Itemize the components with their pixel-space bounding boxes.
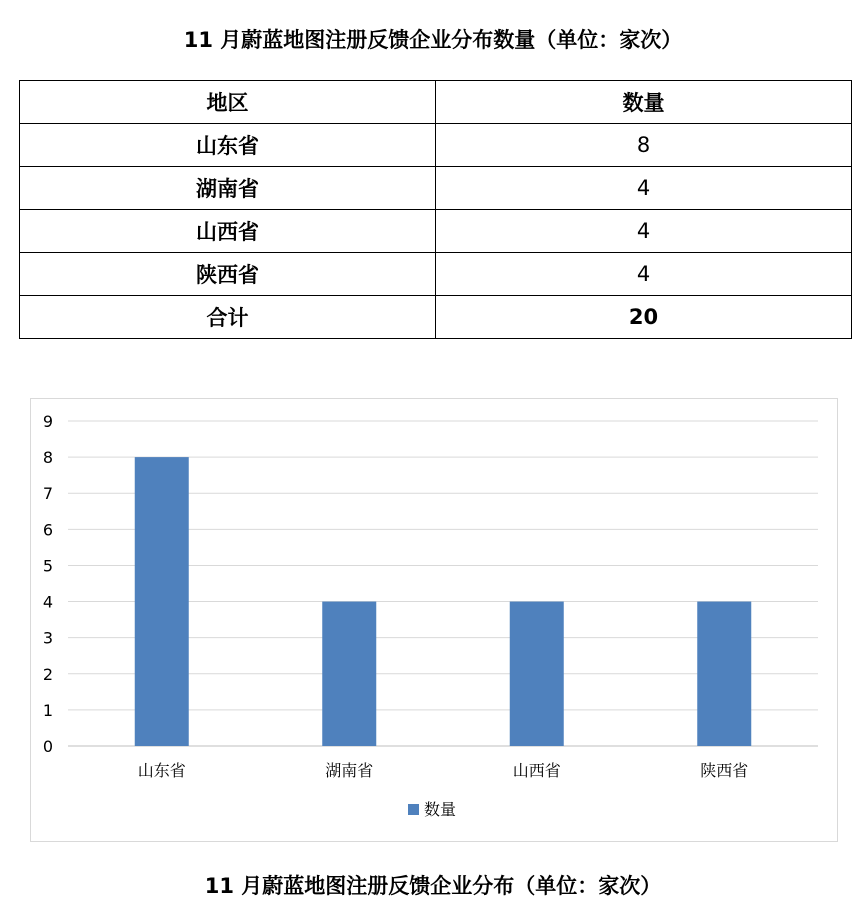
chart-caption: 11 月蔚蓝地图注册反馈企业分布（单位：家次） [204,874,662,898]
table-row [20,124,852,167]
bar [135,457,189,746]
table-row [20,210,852,253]
table-header-row [20,81,852,124]
cell-count: 8 [436,124,852,167]
y-tick-label: 0 [42,737,53,756]
cell-region: 山西省 [20,210,436,253]
cell-region: 湖南省 [20,167,436,210]
y-tick-label: 9 [42,412,53,431]
y-tick-label: 2 [42,664,53,684]
y-tick-label: 1 [42,700,53,720]
table-title: 11 月蔚蓝地图注册反馈企业分布数量（单位：家次） [183,28,683,52]
y-tick-label: 3 [42,628,53,648]
header-count: 数量 [436,81,852,124]
x-category-label: 山西省 [512,761,561,780]
x-category-label: 陕西省 [700,761,749,780]
y-tick-label: 8 [42,448,53,468]
x-category-label: 山东省 [137,761,186,780]
y-tick-label: 6 [42,520,53,540]
y-tick-label: 4 [42,592,53,612]
cell-region: 陕西省 [20,253,436,296]
y-tick-label: 7 [42,484,53,504]
total-label: 合计 [20,296,436,339]
bar [697,602,751,746]
table-row [20,167,852,210]
total-count: 20 [436,296,852,339]
cell-region: 山东省 [20,124,436,167]
legend-label: 数量 [424,800,457,819]
cell-count: 4 [436,167,852,210]
bar [322,602,376,746]
bar-chart [31,399,837,841]
data-table [19,80,852,339]
cell-count: 4 [436,210,852,253]
y-tick-label: 5 [42,556,53,576]
table-total-row [20,296,852,339]
header-region: 地区 [20,81,436,124]
cell-count: 4 [436,253,852,296]
bar [510,602,564,746]
chart-frame [30,398,838,842]
table-row [20,253,852,296]
x-category-label: 湖南省 [325,761,374,780]
legend-swatch [408,804,419,815]
